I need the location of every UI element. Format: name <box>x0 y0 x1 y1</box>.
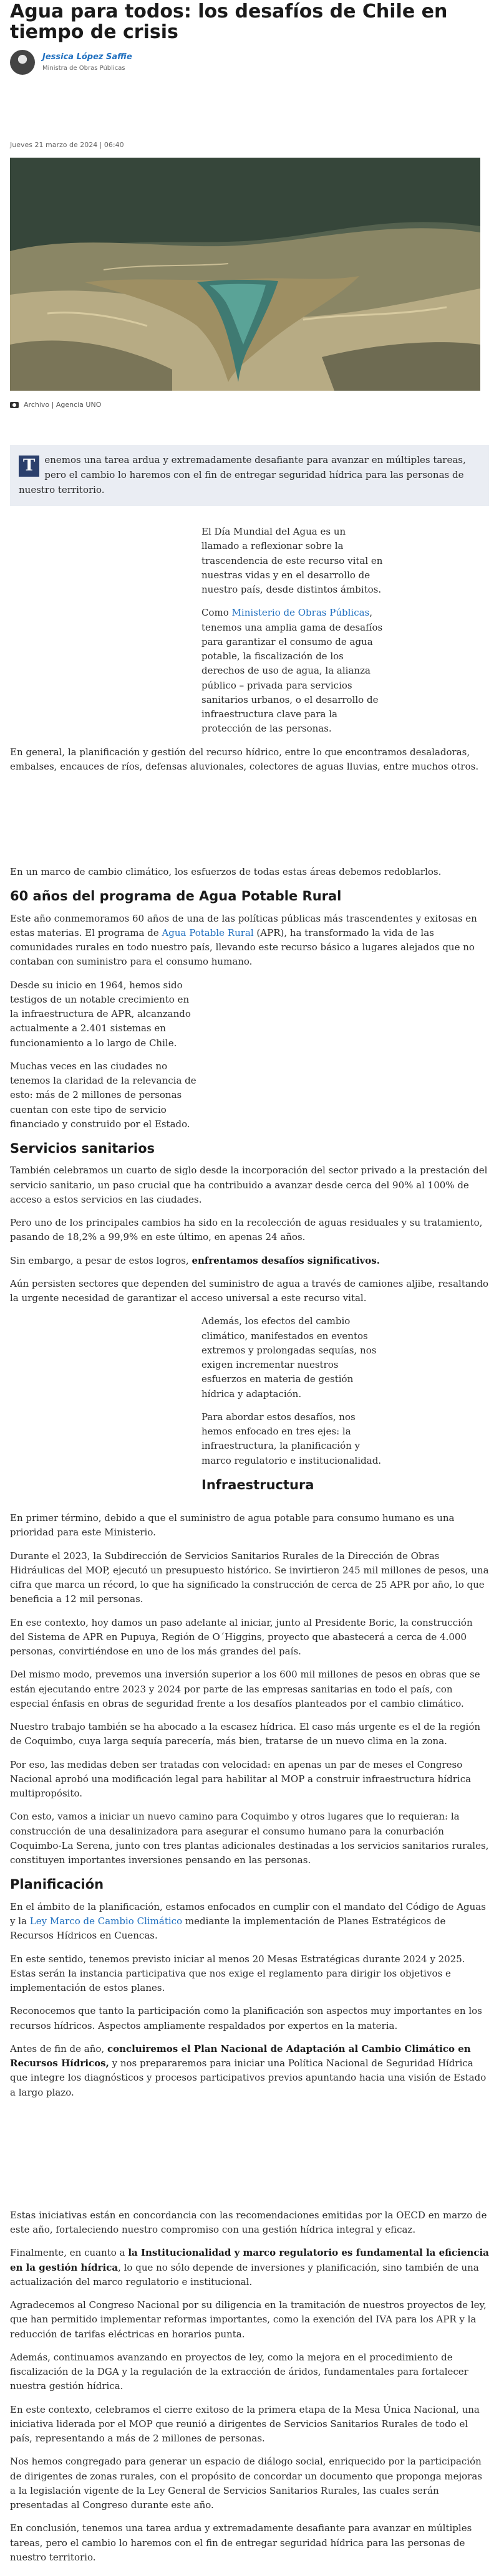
body-paragraph: Agradecemos al Congreso Nacional por su diligencia en la tramitación de nuestros proyectos de ley, que han permitido implementar reformas importantes, como la exención del IVA para los APR y la reducción de tarifas eléctricas en horarios punta. <box>10 2299 487 2340</box>
body-paragraph: Muchas veces en las ciudades no tenemos la claridad de la relevancia de esto: más de 2 millones de personas cuentan con este tipo de servicio financiado y construido por el Estado. <box>10 1060 196 1130</box>
body-paragraph: Nuestro trabajo también se ha abocado a la escasez hídrica. El caso más urgente es el de la región de Coquimbo, cuya larga sequía parecería, más bien, tratarse de un nuevo clima en la zona. <box>10 1721 481 1747</box>
body-paragraph: En general, la planificación y gestión del recurso hídrico, entre lo que encontramos desaladoras, embalses, encauces de ríos, defensas aluvionales, colectores de aguas lluvias, entre muchos otros. <box>10 746 479 772</box>
body-paragraph: Del mismo modo, prevemos una inversión superior a los 600 mil millones de pesos en obras que se están ejecutando entre 2023 y 2024 por parte de las empresas sanitarias en todo el país, con especial énfasis en obras de seguridad frente a los desafíos planteados por el cambio climático. <box>10 1669 480 1709</box>
body-paragraph: Además, continuamos avanzando en proyectos de ley, como la mejora en el procedimiento de fiscalización de la DGA y la regulación de la extracción de áridos, fundamentales para fortalecer nuestra gestión hídrica. <box>10 2351 468 2392</box>
author-name-link[interactable]: Jessica López Saffie <box>42 52 132 62</box>
body-paragraph: Este año conmemoramos 60 años de una de las políticas públicas más trascendentes y exitosas en estas materias. El programa de Agua Potable Rural (APR), ha transformado la vida de las comunidades rurales en todo nuestro país, llevando este recurso básico a lugares alejados que no contaban con suministro para el consumo humano. <box>10 912 477 968</box>
article-title: Agua para todos: los desafíos de Chile en tiempo de crisis <box>10 1 448 43</box>
ministerio-link[interactable]: Ministerio de Obras Públicas <box>231 607 370 619</box>
author-block <box>10 50 489 75</box>
image-caption-text: Archivo | Agencia UNO <box>24 401 102 409</box>
body-paragraph: Reconocemos que tanto la participación como la planificación son aspectos muy importantes en los recursos hídricos. Aspectos ampliamente respaldados por expertos en la materia. <box>10 2005 482 2031</box>
section-heading-infraestructura: Infraestructura <box>201 1477 314 1492</box>
body-paragraph: Además, los efectos del cambio climático, manifestados en eventos extremos y prolongadas sequías, nos exigen incrementar nuestros esfuerzos en materia de gestión hídrica y adaptación. <box>201 1315 377 1400</box>
body-paragraph: El Día Mundial del Agua es un llamado a reflexionar sobre la trascendencia de este recurso vital en nuestras vidas y en el desarrollo de nuestro país, desde distintos ámbitos. <box>201 526 383 596</box>
body-paragraph: Para abordar estos desafíos, nos hemos enfocado en tres ejes: la infraestructura, la planificación y marco regulatorio e institucionalidad. <box>201 1411 382 1466</box>
lead-text: enemos una tarea ardua y extremadamente desafiante para avanzar en múltiples tareas, pero el cambio lo haremos con el fin de entregar seguridad hídrica para las personas de nuestro territorio. <box>19 454 466 496</box>
body-paragraph: Con esto, vamos a iniciar un nuevo camino para Coquimbo y otros lugares que lo requieran: la construcción de una desalinizadora para asegurar el consumo humano para la conurbación Coquimbo-La Serena, junto con tres plantas adicionales destinadas a los servicios sanitarios rurales, constituyen importantes inversiones pensando en las personas. <box>10 1811 489 1866</box>
author-avatar[interactable] <box>10 50 35 75</box>
body-paragraph: En conclusión, tenemos una tarea ardua y extremadamente desafiante para avanzar en múltiples tareas, pero el cambio lo haremos con el fin de entregar seguridad hídrica para las personas de nuestro territorio. <box>10 2522 472 2563</box>
author-role: Ministra de Obras Públicas <box>42 65 125 72</box>
lead-paragraph <box>10 445 489 506</box>
body-paragraph: Sin embargo, a pesar de estos logros, enfrentamos desafíos significativos. <box>10 1254 380 1266</box>
ley-marco-link[interactable]: Ley Marco de Cambio Climático <box>29 1915 183 1927</box>
body-paragraph: En este contexto, celebramos el cierre exitoso de la primera etapa de la Mesa Única Nacional, una iniciativa liderada por el MOP que reunió a dirigentes de Servicios Sanitarios Rurales de todo el país, representando a más de 2 millones de personas. <box>10 2403 480 2445</box>
camera-icon <box>10 402 19 408</box>
body-paragraph: Pero uno de los principales cambios ha sido en la recolección de aguas residuales y su tratamiento, pasando de 18,2% a 99,9% en este último, en apenas 24 años. <box>10 1217 483 1243</box>
publish-date: Jueves 21 marzo de 2024 | 06:40 <box>10 141 124 149</box>
body-paragraph: Desde su inicio en 1964, hemos sido testigos de un notable crecimiento en la infraestructura de APR, alcanzando actualmente a 2.401 sistemas en funcionamiento a lo largo de Chile. <box>10 979 191 1049</box>
body-paragraph: Finalmente, en cuanto a la Institucionalidad y marco regulatorio es fundamental la eficiencia en la gestión hídrica, lo que no sólo depende de inversiones y planificación, sino también de una actualización del marco regulatorio e institucional. <box>10 2247 489 2287</box>
agua-potable-rural-link[interactable]: Agua Potable Rural <box>162 927 254 938</box>
image-caption <box>10 399 489 410</box>
body-paragraph: Antes de fin de año, concluiremos el Plan Nacional de Adaptación al Cambio Climático en Recursos Hídricos, y nos prepararemos para iniciar una Política Nacional de Seguridad Hídrica que integre los diagnósticos y procesos participativos previos apuntando hacia una visión de Estado a largo plazo. <box>10 2043 487 2098</box>
body-paragraph: En un marco de cambio climático, los esfuerzos de todas estas áreas debemos redoblarlos. <box>10 866 442 878</box>
body-paragraph: Nos hemos congregado para generar un espacio de diálogo social, enriquecido por la participación de dirigentes de zonas rurales, con el propósito de concordar un documento que proponga mejoras a la legislación vigente de la Ley General de Servicios Sanitarios Rurales, las cuales serán presentadas al Congreso durante este año. <box>10 2456 482 2511</box>
section-heading-sanitarios: Servicios sanitarios <box>10 1141 155 1157</box>
drop-cap: T <box>19 456 39 477</box>
body-paragraph: Como Ministerio de Obras Públicas, tenemos una amplia gama de desafíos para garantizar el consumo de agua potable, la fiscalización de los derechos de uso de agua, la alianza público – privada para servicios sanitarios urbanos, o el desarrollo de infraestructura clave para la protección de las personas. <box>201 607 383 735</box>
body-paragraph: En ese contexto, hoy damos un paso adelante al iniciar, junto al Presidente Boric, la construcción del Sistema de APR en Pupuya, Región de O´Higgins, proyecto que abastecerá a cerca de 4.000 personas, convirtiéndose en uno de los más grandes del país. <box>10 1616 473 1658</box>
section-heading-planificacion: Planificación <box>10 1877 104 1892</box>
hero-image <box>10 158 480 391</box>
ad-spacer <box>10 783 489 865</box>
section-heading-apr: 60 años del programa de Agua Potable Rural <box>10 889 342 904</box>
body-paragraph: En primer término, debido a que el suministro de agua potable para consumo humano es una prioridad para este Ministerio. <box>10 1512 455 1538</box>
body-paragraph: En este sentido, tenemos previsto iniciar al menos 20 Mesas Estratégicas durante 2024 y 2025. Estas serán la instancia participativa que nos exige el reglamento para dirigir los objetivos e implementación de estos planes. <box>10 1953 465 1994</box>
body-paragraph: Durante el 2023, la Subdirección de Servicios Sanitarios Rurales de la Dirección de Obras Hidráulicas del MOP, ejecutó un presupuesto histórico. Se invirtieron 245 mil millones de pesos, una cifra que marca un récord, lo que ha significado la construcción de cerca de 25 APR por año, lo que beneficia a 12 mil personas. <box>10 1550 489 1605</box>
article-body <box>10 525 489 2576</box>
body-paragraph: Estas iniciativas están en concordancia con las recomendaciones emitidas por la OECD en marzo de este año, fortaleciendo nuestro compromiso con una gestión hídrica integral y eficaz. <box>10 2209 487 2236</box>
reservoir-aerial-photo <box>10 158 480 391</box>
ad-spacer <box>10 2109 489 2208</box>
body-paragraph: Por eso, las medidas deben ser tratadas con velocidad: en apenas un par de meses el Congreso Nacional aprobó una modificación legal para habilitar al MOP a construir infraestructura hídrica multipropósito. <box>10 1758 472 1800</box>
body-paragraph: En el ámbito de la planificación, estamos enfocados en cumplir con el mandato del Código de Aguas y la Ley Marco de Cambio Climático mediante la implementación de Planes Estratégicos de Recursos Hídricos en Cuencas. <box>10 1901 486 1942</box>
body-paragraph: También celebramos un cuarto de siglo desde la incorporación del sector privado a la prestación del servicio sanitario, un paso crucial que ha contribuido a avanzar desde cerca del 90% al 100% de acceso a estos servicios en las ciudades. <box>10 1165 488 1205</box>
body-paragraph: Aún persisten sectores que dependen del suministro de agua a través de camiones aljibe, resaltando la urgente necesidad de garantizar el acceso universal a este recurso vital. <box>10 1277 489 1304</box>
